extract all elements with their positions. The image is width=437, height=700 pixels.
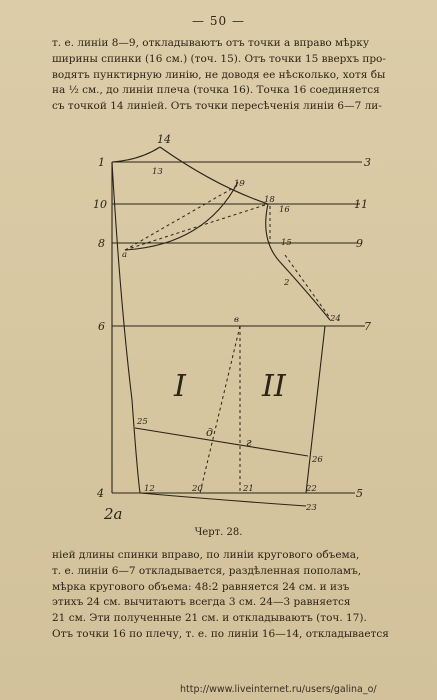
label-7: 7 [364, 320, 371, 333]
label-8: 8 [98, 237, 105, 250]
label-5: 5 [356, 487, 363, 500]
label-19: 19 [234, 179, 245, 189]
watermark-url: http://www.liveinternet.ru/users/galina_o/ [180, 684, 377, 695]
label-v: в [234, 315, 239, 325]
label-2: 2 [284, 278, 290, 288]
label-6: 6 [98, 320, 105, 333]
label-a: a [122, 250, 128, 260]
text-line: водятъ пунктирную линію, не доводя ее нѣсколько, хотя бы [52, 68, 386, 81]
part-label-II: II [262, 369, 286, 404]
text-line: на ½ см., до линіи плеча (точка 16). Точка 16 соединяется [52, 84, 380, 97]
label-18: 18 [264, 195, 275, 205]
label-15: 15 [281, 238, 292, 248]
back-neckline [112, 147, 160, 162]
text-line: этихъ 24 см. вычитаютъ всегда 3 см. 24—3 равняется [52, 596, 351, 609]
label-10: 10 [93, 198, 107, 211]
figure-caption: Черт. 28. [194, 527, 243, 538]
label-4: 4 [97, 487, 104, 500]
label-3: 3 [364, 156, 371, 169]
label-1: 1 [98, 156, 105, 169]
text-line: мѣрка кругового объема: 48:2 равняется 24 см. и изъ [52, 580, 350, 593]
label-25: 25 [137, 417, 148, 427]
label-g: г [246, 436, 252, 449]
text-line: ніей длины спинки вправо, по линіи кругового объема, [52, 549, 360, 561]
paragraph-bottom [52, 548, 402, 643]
hem-line [140, 493, 306, 506]
label-21: 21 [243, 484, 254, 494]
text-line: т. е. линіи 6—7 откладывается, раздѣленная пополамъ, [52, 564, 362, 577]
label-16: 16 [279, 205, 290, 215]
dashed-v-20 [200, 326, 240, 493]
label-11: 11 [354, 198, 368, 211]
label-26: 26 [312, 455, 323, 465]
text-line: Отъ точки 16 по плечу, т. е. по линіи 16—14, откладывается [52, 627, 389, 640]
text-line: съ точкой 14 линіей. Отъ точки пересѣченія линіи 6—7 ли- [52, 100, 382, 113]
text-line: 21 см. Эти полученные 21 см. и откладываютъ (точ. 17). [52, 612, 367, 625]
label-12: 12 [144, 484, 155, 494]
armhole-front [266, 204, 330, 320]
dashed-a-19 [125, 184, 240, 250]
text-line: т. е. линіи 8—9, откладываютъ отъ точки а вправо мѣрку [52, 37, 369, 49]
label-24: 24 [330, 314, 341, 324]
line-25-26 [135, 428, 308, 456]
label-13: 13 [152, 167, 163, 177]
label-d: д [206, 426, 213, 439]
label-23: 23 [306, 503, 317, 513]
part-label-I: I [174, 369, 186, 404]
text-line: ширины спинки (16 см.) (точ. 15). Отъ точки 15 вверхъ про- [52, 52, 386, 65]
shoulder-seam [160, 147, 268, 204]
left-side-curve [112, 162, 140, 493]
page-number: — 50 — [192, 14, 245, 28]
label-2a: 2а [104, 505, 123, 523]
label-9: 9 [356, 237, 363, 250]
label-22: 22 [306, 484, 317, 494]
side-seam [306, 326, 325, 493]
label-14: 14 [157, 133, 171, 146]
dashed-armhole-diag [285, 255, 330, 318]
label-20: 20 [192, 484, 203, 494]
